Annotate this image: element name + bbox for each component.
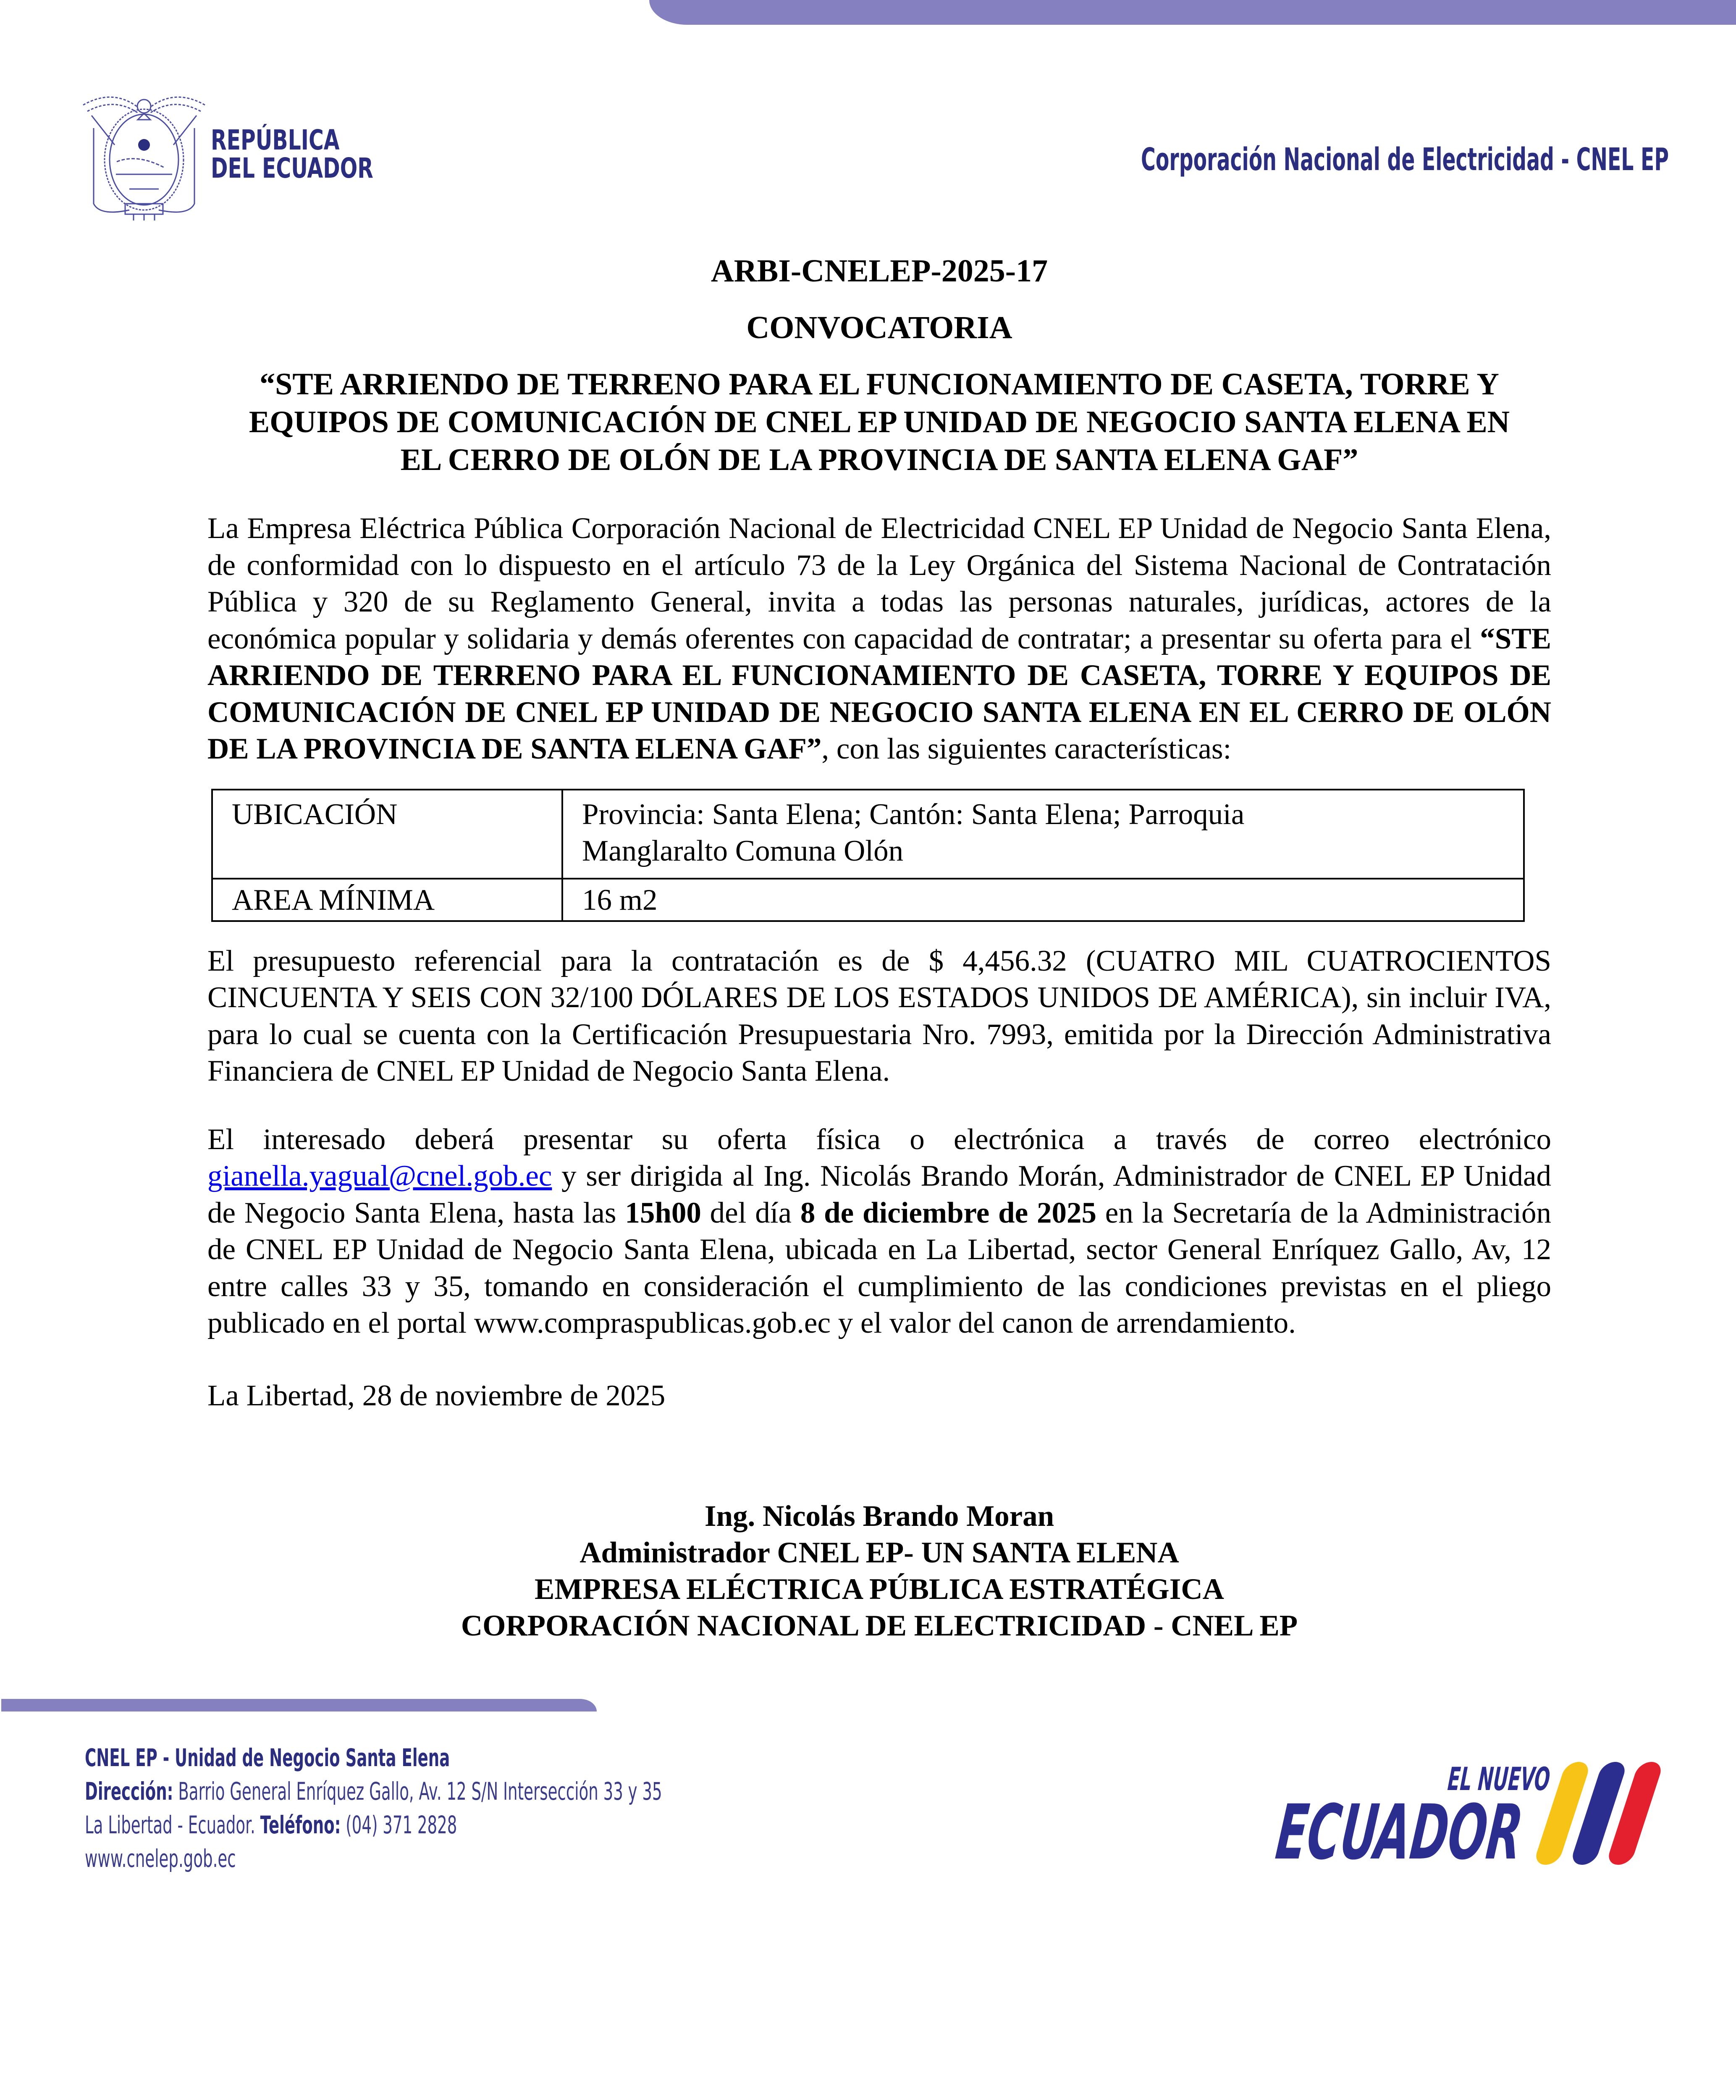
table-cell-label: UBICACIÓN bbox=[212, 790, 562, 879]
city-text: La Libertad - Ecuador. bbox=[85, 1811, 260, 1839]
intro-bold-title: “STE ARRIENDO DE TERRENO PARA EL FUNCIONAMIENTO DE CASETA, TORRE Y EQUIPOS DE COMUNICACIÓN DE CNEL EP UNIDAD DE NEGOCIO SANTA ELENA EN EL CERRO DE OLÓN DE LA PROVINCIA DE SANTA ELENA GAF” bbox=[207, 622, 1551, 765]
signer-name: Ing. Nicolás Brando Moran bbox=[704, 1500, 1054, 1533]
document-code: ARBI-CNELEP-2025-17 bbox=[711, 253, 1048, 289]
email-link[interactable]: gianella.yagual@cnel.gob.ec bbox=[207, 1160, 552, 1192]
phone-label: Teléfono: bbox=[260, 1811, 341, 1839]
submission-text: en la Secretaría de la Administración de CNEL EP Unidad de Negocio Santa Elena, ubicada en La Libertad, sector General Enríquez Gallo, Av, 12 entre calles 33 y 35, tomando en consideración el cumplimiento de las condiciones previstas en el pliego publicado en el portal www.compraspublicas.gob.ec y el valor del canon de arrendamiento. bbox=[207, 1196, 1551, 1339]
location-line2: Manglaralto Comuna Olón bbox=[582, 834, 904, 867]
slogan-small: EL NUEVO bbox=[1446, 1760, 1552, 1798]
title-line: EQUIPOS DE COMUNICACIÓN DE CNEL EP UNIDAD DE NEGOCIO SANTA ELENA EN bbox=[249, 405, 1510, 439]
intro-end-text: , con las siguientes características: bbox=[821, 732, 1232, 765]
budget-paragraph: El presupuesto referencial para la contratación es de $ 4,456.32 (CUATRO MIL CUATROCIENTOS CINCUENTA Y SEIS CON 32/100 DÓLARES DE LOS ESTADOS UNIDOS DE AMÉRICA), sin incluir IVA, para lo cual se cuenta con la Certificación Presupuestaria Nro. 7993, emitida por la Dirección Administrativa Financiera de CNEL EP Unidad de Negocio Santa Elena. bbox=[207, 944, 1551, 1087]
address-value: Barrio General Enríquez Gallo, Av. 12 S/N Intersección 33 y 35 bbox=[173, 1777, 662, 1806]
address-label: Dirección: bbox=[85, 1777, 173, 1806]
footer-band bbox=[1, 1699, 597, 1712]
signer-company: EMPRESA ELÉCTRICA PÚBLICA ESTRATÉGICA bbox=[535, 1573, 1224, 1606]
corporation-header: Corporación Nacional de Electricidad - CNEL EP bbox=[1141, 142, 1669, 178]
intro-paragraph bbox=[207, 510, 1551, 768]
table-cell-value: 16 m2 bbox=[562, 879, 1524, 921]
document-heading: CONVOCATORIA bbox=[746, 310, 1012, 345]
republic-line1: REPÚBLICA bbox=[211, 124, 340, 156]
letterhead bbox=[0, 0, 1736, 252]
signer-role: Administrador CNEL EP- UN SANTA ELENA bbox=[580, 1536, 1179, 1569]
slogan-big: ECUADOR bbox=[1272, 1789, 1527, 1877]
title-line: EL CERRO DE OLÓN DE LA PROVINCIA DE SANTA ELENA GAF” bbox=[400, 443, 1358, 477]
header-band bbox=[649, 0, 1736, 25]
place-date: La Libertad, 28 de noviembre de 2025 bbox=[207, 1379, 666, 1412]
table-cell-label: AREA MÍNIMA bbox=[212, 879, 562, 921]
document-title bbox=[207, 365, 1551, 479]
deadline-time: 15h00 bbox=[625, 1196, 701, 1229]
submission-paragraph bbox=[207, 1121, 1551, 1342]
title-line: “STE ARRIENDO DE TERRENO PARA EL FUNCIONAMIENTO DE CASETA, TORRE Y bbox=[260, 367, 1499, 402]
table-row bbox=[212, 879, 1524, 921]
el-nuevo-ecuador-logo bbox=[1272, 1760, 1671, 1877]
footer-contact bbox=[85, 1741, 662, 1875]
table-row bbox=[212, 790, 1524, 879]
characteristics-table bbox=[211, 789, 1525, 922]
signature-block bbox=[207, 1498, 1551, 1644]
footer-city-phone bbox=[85, 1808, 662, 1842]
submission-text: del día bbox=[701, 1196, 800, 1229]
location-line1: Provincia: Santa Elena; Cantón: Santa Elena; Parroquia bbox=[582, 798, 1245, 831]
page-footer bbox=[0, 1699, 1736, 1875]
deadline-date: 8 de diciembre de 2025 bbox=[800, 1196, 1096, 1229]
footer-website[interactable]: www.cnelep.gob.ec bbox=[85, 1844, 236, 1873]
footer-unit: CNEL EP - Unidad de Negocio Santa Elena bbox=[85, 1743, 450, 1772]
intro-text: La Empresa Eléctrica Pública Corporación Nacional de Electricidad CNEL EP Unidad de Negocio Santa Elena, de conformidad con lo dispuesto en el artículo 73 de la Ley Orgánica del Sistema Nacional de Contratación Pública y 320 de su Reglamento General, invita a todas las personas naturales, jurídicas, actores de la económica popular y solidaria y demás oferentes con capacidad de contratar; a presentar su oferta para el bbox=[207, 512, 1551, 655]
signer-corporation: CORPORACIÓN NACIONAL DE ELECTRICIDAD - CNEL EP bbox=[461, 1609, 1298, 1642]
coat-of-arms-icon bbox=[75, 82, 213, 220]
republic-logo-text bbox=[211, 126, 373, 182]
footer-address bbox=[85, 1774, 662, 1808]
submission-text: El interesado deberá presentar su oferta física o electrónica a través de correo electrónico bbox=[207, 1123, 1551, 1156]
republic-line2: DEL ECUADOR bbox=[211, 152, 373, 184]
submission-text: y ser dirigida al Ing. Nicolás Brando Morán, Administrador de CNEL EP Unidad de Negocio Santa Elena, hasta las bbox=[207, 1160, 1551, 1229]
phone-value: (04) 371 2828 bbox=[341, 1811, 457, 1839]
table-cell-value bbox=[562, 790, 1524, 879]
document-body bbox=[207, 252, 1551, 1644]
